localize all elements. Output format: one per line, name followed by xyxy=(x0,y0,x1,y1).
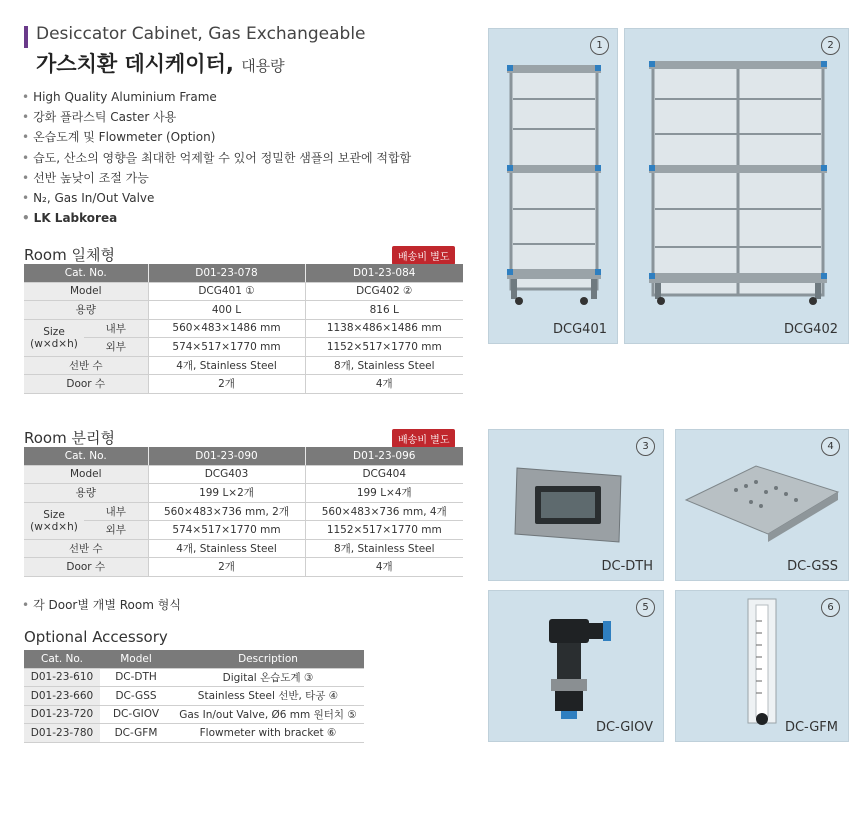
cat-cell: D01-23-780 xyxy=(24,724,100,743)
cabinet-image xyxy=(625,29,848,343)
bullet-icon: • xyxy=(22,598,30,612)
bullet-icon: • xyxy=(22,90,30,104)
cat-label: Cat. No. xyxy=(24,447,148,465)
inner-value: 560×483×736 mm, 4개 xyxy=(305,502,463,521)
feature-text: N₂, Gas In/Out Valve xyxy=(33,190,155,205)
cat-value: D01-23-090 xyxy=(148,447,305,465)
shelf-value: 4개, Stainless Steel xyxy=(148,356,305,375)
table-row xyxy=(24,375,463,394)
model-cell: DC-GIOV xyxy=(100,705,172,724)
product-title-ko-sub: 대용량 xyxy=(241,57,285,75)
shelf-value: 8개, Stainless Steel xyxy=(305,539,463,558)
feature-item xyxy=(22,127,411,147)
description-cell: Digital 온습도계 ③ xyxy=(172,668,364,687)
table-row xyxy=(24,447,463,465)
table-row xyxy=(24,338,463,357)
photo-caption: DC-DTH xyxy=(601,559,653,574)
shipping-badge: 배송비 별도 xyxy=(392,246,455,265)
capacity-value: 816 L xyxy=(305,301,463,320)
cabinet-image xyxy=(489,29,617,343)
feature-item xyxy=(22,208,411,228)
inner-label: 내부 xyxy=(84,502,148,521)
column-header: Cat. No. xyxy=(24,650,100,668)
feature-item xyxy=(22,107,411,127)
shelf-label: 선반 수 xyxy=(24,539,148,558)
shelf-value: 4개, Stainless Steel xyxy=(148,539,305,558)
inner-value: 560×483×736 mm, 2개 xyxy=(148,502,305,521)
photo-number-badge: 2 xyxy=(821,36,840,55)
bullet-icon: • xyxy=(22,190,30,205)
table-row xyxy=(24,705,364,724)
product-title-ko xyxy=(36,48,285,78)
cat-cell: D01-23-720 xyxy=(24,705,100,724)
photo-number-badge: 4 xyxy=(821,437,840,456)
outer-value: 574×517×1770 mm xyxy=(148,521,305,540)
room2-heading: Room 분리형 xyxy=(24,429,115,447)
door-value: 2개 xyxy=(148,375,305,394)
size-label xyxy=(24,502,84,539)
cat-cell: D01-23-660 xyxy=(24,687,100,706)
table-row xyxy=(24,301,463,320)
inner-value: 1138×486×1486 mm xyxy=(305,319,463,338)
table-row xyxy=(24,264,463,282)
column-header: Description xyxy=(172,650,364,668)
feature-item xyxy=(22,168,411,188)
photo-caption: DCG402 xyxy=(784,322,838,337)
product-photo-dcg401 xyxy=(488,28,618,344)
bullet-icon: • xyxy=(22,150,30,165)
table-row xyxy=(24,502,463,521)
feature-text: 온습도계 및 Flowmeter (Option) xyxy=(33,130,216,145)
table-row xyxy=(24,282,463,301)
shelf-label: 선반 수 xyxy=(24,356,148,375)
door-value: 4개 xyxy=(305,558,463,577)
accessory-heading: Optional Accessory xyxy=(24,628,168,646)
photo-number-badge: 1 xyxy=(590,36,609,55)
product-title-en: Desiccator Cabinet, Gas Exchangeable xyxy=(36,24,366,44)
outer-label: 외부 xyxy=(84,338,148,357)
capacity-label: 용량 xyxy=(24,484,148,503)
column-header: Model xyxy=(100,650,172,668)
photo-caption: DC-GIOV xyxy=(595,720,653,735)
feature-text: LK Labkorea xyxy=(33,211,118,226)
feature-item xyxy=(22,188,411,208)
outer-value: 574×517×1770 mm xyxy=(148,338,305,357)
feature-list xyxy=(22,87,411,228)
photo-caption: DC-GFM xyxy=(784,720,838,735)
door-value: 2개 xyxy=(148,558,305,577)
room-note-text: 각 Door별 개별 Room 형식 xyxy=(33,598,181,612)
bullet-icon: • xyxy=(22,170,30,185)
table-row xyxy=(24,687,364,706)
door-label: Door 수 xyxy=(24,375,148,394)
cat-value: D01-23-084 xyxy=(305,264,463,282)
capacity-value: 199 L×4개 xyxy=(305,484,463,503)
capacity-value: 199 L×2개 xyxy=(148,484,305,503)
model-cell: DC-GSS xyxy=(100,687,172,706)
cat-value: D01-23-096 xyxy=(305,447,463,465)
cat-cell: D01-23-610 xyxy=(24,668,100,687)
feature-text: 강화 플라스틱 Caster 사용 xyxy=(33,110,177,125)
product-photo-dc-gfm xyxy=(675,590,849,742)
title-accent-bar xyxy=(24,26,28,48)
outer-value: 1152×517×1770 mm xyxy=(305,521,463,540)
product-photo-dc-gss xyxy=(675,429,849,581)
model-value: DCG403 xyxy=(148,465,305,484)
photo-number-badge: 5 xyxy=(636,598,655,617)
description-cell: Gas In/out Valve, Ø6 mm 원터치 ⑤ xyxy=(172,705,364,724)
feature-text: 습도, 산소의 영향을 최대한 억제할 수 있어 정밀한 샘플의 보관에 적합함 xyxy=(33,150,412,165)
bullet-icon: • xyxy=(22,211,30,226)
size-label xyxy=(24,319,84,356)
feature-item xyxy=(22,148,411,168)
bullet-icon: • xyxy=(22,130,30,145)
outer-value: 1152×517×1770 mm xyxy=(305,338,463,357)
size-label-line2: (w×d×h) xyxy=(30,520,78,533)
description-cell: Flowmeter with bracket ⑥ xyxy=(172,724,364,743)
size-label-line1: Size xyxy=(43,325,65,338)
capacity-value: 400 L xyxy=(148,301,305,320)
door-label: Door 수 xyxy=(24,558,148,577)
door-value: 4개 xyxy=(305,375,463,394)
table-header-row xyxy=(24,650,364,668)
capacity-label: 용량 xyxy=(24,301,148,320)
inner-label: 내부 xyxy=(84,319,148,338)
hygrometer-image xyxy=(489,430,663,580)
room2-spec-table xyxy=(24,447,463,577)
photo-number-badge: 6 xyxy=(821,598,840,617)
shelf-value: 8개, Stainless Steel xyxy=(305,356,463,375)
table-row xyxy=(24,558,463,577)
inner-value: 560×483×1486 mm xyxy=(148,319,305,338)
table-row xyxy=(24,319,463,338)
feature-text: High Quality Aluminium Frame xyxy=(33,90,217,104)
photo-number-badge: 3 xyxy=(636,437,655,456)
feature-text: 선반 높낮이 조절 가능 xyxy=(33,170,149,185)
product-photo-dc-dth xyxy=(488,429,664,581)
cat-value: D01-23-078 xyxy=(148,264,305,282)
product-photo-dcg402 xyxy=(624,28,849,344)
product-title-ko-main: 가스치환 데시케이터, xyxy=(36,52,234,76)
table-row xyxy=(24,668,364,687)
table-row xyxy=(24,465,463,484)
description-cell: Stainless Steel 선반, 타공 ④ xyxy=(172,687,364,706)
model-label: Model xyxy=(24,465,148,484)
photo-caption: DC-GSS xyxy=(787,559,838,574)
table-row xyxy=(24,356,463,375)
photo-caption: DCG401 xyxy=(553,322,607,337)
model-cell: DC-GFM xyxy=(100,724,172,743)
feature-item xyxy=(22,87,411,107)
outer-label: 외부 xyxy=(84,521,148,540)
table-row xyxy=(24,724,364,743)
table-row xyxy=(24,539,463,558)
shipping-badge: 배송비 별도 xyxy=(392,429,455,448)
room-note xyxy=(22,596,181,613)
model-value: DCG402 ② xyxy=(305,282,463,301)
cat-label: Cat. No. xyxy=(24,264,148,282)
model-value: DCG401 ① xyxy=(148,282,305,301)
accessory-table xyxy=(24,650,364,743)
size-label-line2: (w×d×h) xyxy=(30,337,78,350)
room1-spec-table xyxy=(24,264,463,394)
size-label-line1: Size xyxy=(43,508,65,521)
model-value: DCG404 xyxy=(305,465,463,484)
bullet-icon: • xyxy=(22,110,30,125)
model-label: Model xyxy=(24,282,148,301)
model-cell: DC-DTH xyxy=(100,668,172,687)
table-row xyxy=(24,521,463,540)
room1-heading: Room 일체형 xyxy=(24,246,115,264)
product-photo-dc-giov xyxy=(488,590,664,742)
valve-image xyxy=(489,591,663,741)
table-row xyxy=(24,484,463,503)
